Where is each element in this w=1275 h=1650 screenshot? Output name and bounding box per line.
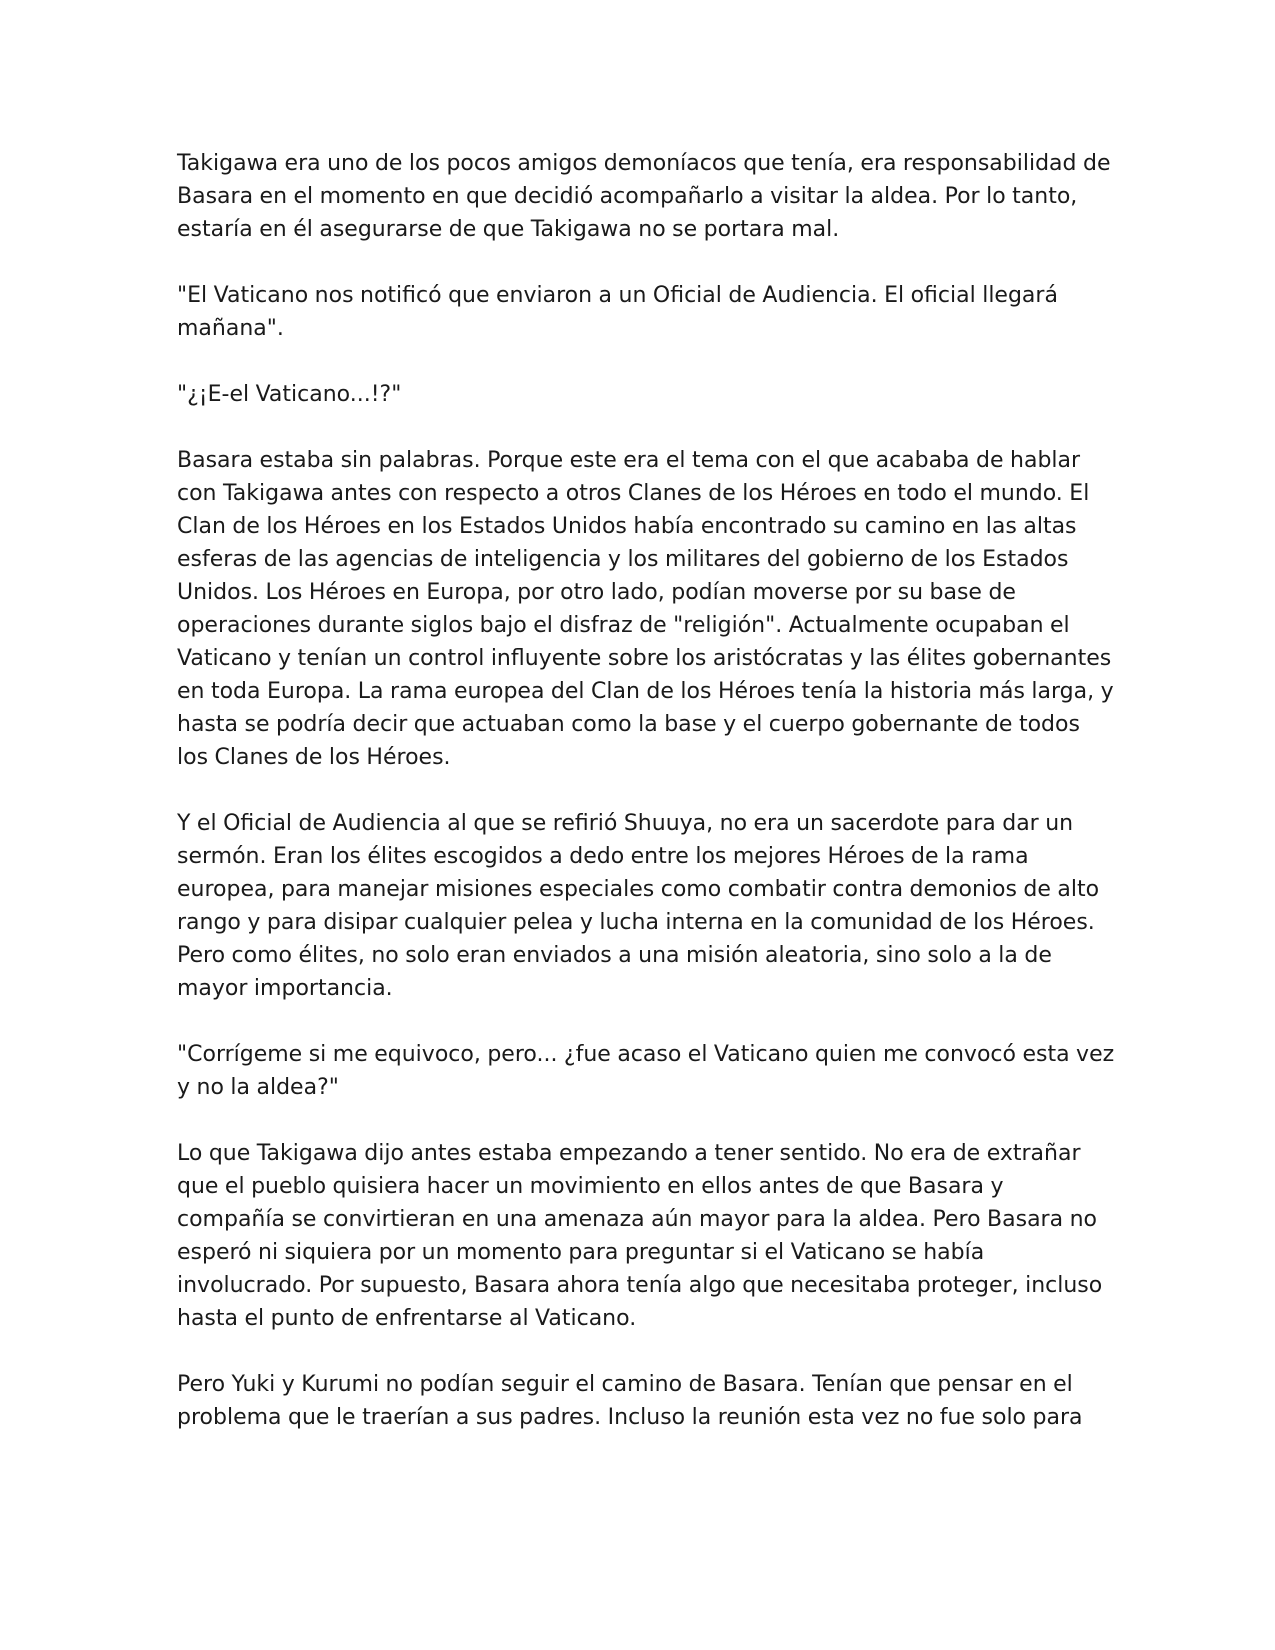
paragraph: "¿¡E-el Vaticano...!?" [177, 382, 402, 407]
paragraph: Takigawa era uno de los pocos amigos demoníacos que tenía, era responsabilidad de Basara en el momento en que decidió acompañarlo a visitar la aldea. Por lo tanto, estaría en él asegurarse de que Takigawa no se portara mal. [177, 151, 1111, 242]
paragraph: "Corrígeme si me equivoco, pero... ¿fue acaso el Vaticano quien me convocó esta vez y no la aldea?" [177, 1042, 1115, 1100]
paragraph: Basara estaba sin palabras. Porque este era el tema con el que acababa de hablar con Takigawa antes con respecto a otros Clanes de los Héroes en todo el mundo. El Clan de los Héroes en los Estados Unidos había encontrado su camino en las altas esferas de las agencias de inteligencia y los militares del gobierno de los Estados Unidos. Los Héroes en Europa, por otro lado, podían moverse por su base de operaciones durante siglos bajo el disfraz de "religión". Actualmente ocupaban el Vaticano y tenían un control influyente sobre los aristócratas y las élites gobernantes en toda Europa. La rama europea del Clan de los Héroes tenía la historia más larga, y hasta se podría decir que actuaban como la base y el cuerpo gobernante de todos los Clanes de los Héroes. [177, 448, 1114, 770]
paragraph: "El Vaticano nos notificó que enviaron a un Oficial de Audiencia. El oficial llegará mañana". [177, 283, 1058, 341]
paragraph: Y el Oficial de Audiencia al que se refirió Shuuya, no era un sacerdote para dar un sermón. Eran los élites escogidos a dedo entre los mejores Héroes de la rama europea, para manejar misiones especiales como combatir contra demonios de alto rango y para disipar cualquier pelea y lucha interna en la comunidad de los Héroes. Pero como élites, no solo eran enviados a una misión aleatoria, sino solo a la de mayor importancia. [177, 811, 1100, 1001]
body-text [177, 147, 1117, 1467]
paragraph: Lo que Takigawa dijo antes estaba empezando a tener sentido. No era de extrañar que el pueblo quisiera hacer un movimiento en ellos antes de que Basara y compañía se convirtieran en una amenaza aún mayor para la aldea. Pero Basara no esperó ni siquiera por un momento para preguntar si el Vaticano se había involucrado. Por supuesto, Basara ahora tenía algo que necesitaba proteger, incluso hasta el punto de enfrentarse al Vaticano. [177, 1141, 1103, 1331]
paragraph: Pero Yuki y Kurumi no podían seguir el camino de Basara. Tenían que pensar en el problema que le traerían a sus padres. Incluso la reunión esta vez no fue solo para [177, 1372, 1083, 1430]
